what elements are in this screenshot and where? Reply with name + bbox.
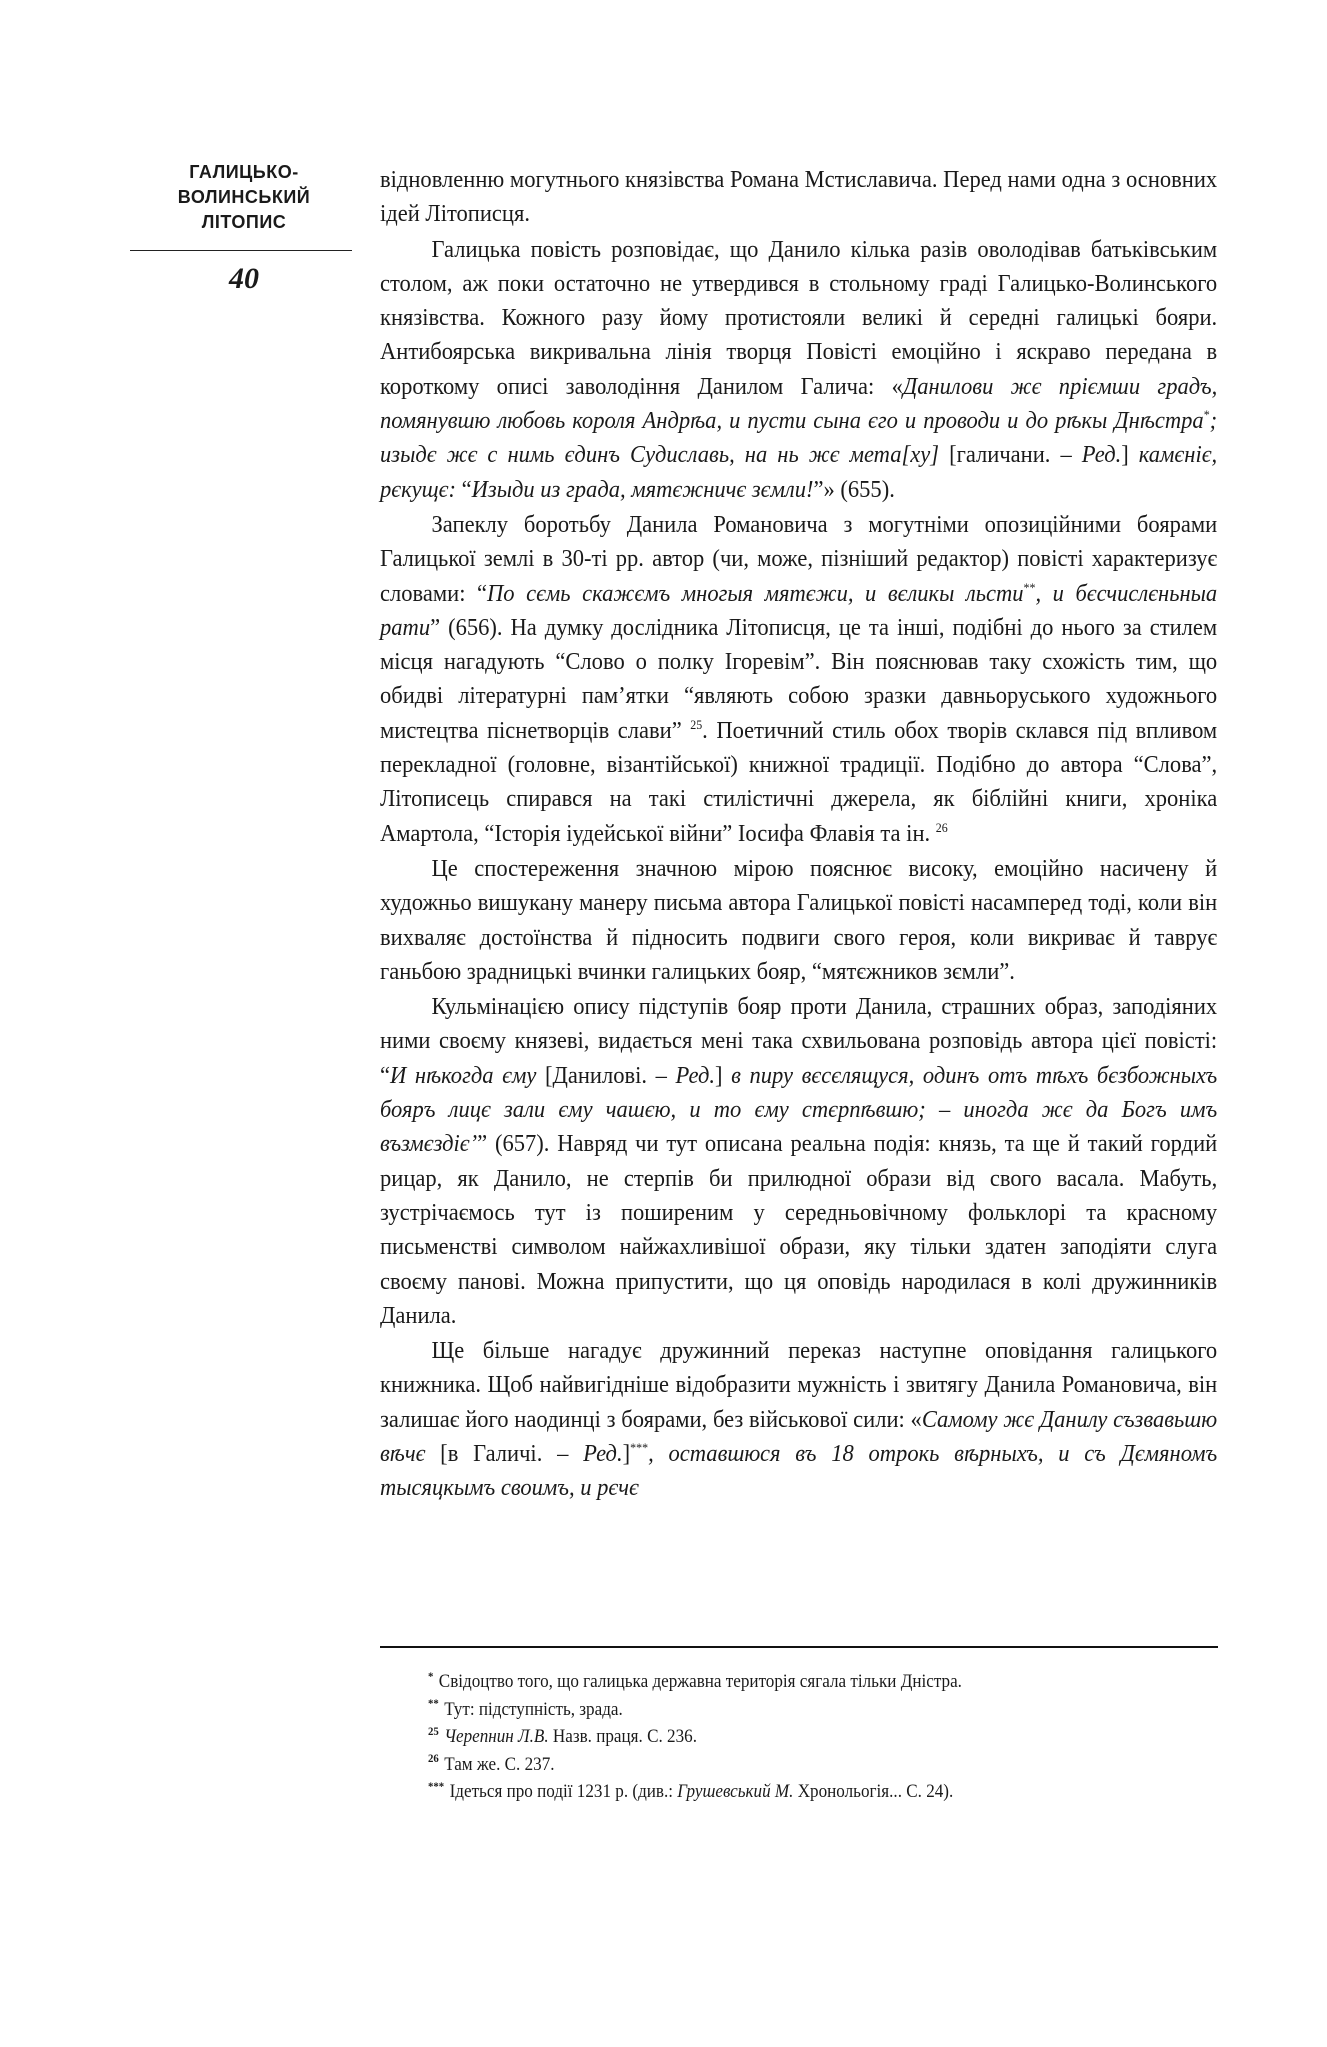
footnote-text: Тут: підступність, зрада. xyxy=(444,1698,623,1720)
paragraph-3 xyxy=(380,508,1217,851)
editor-note: Ред. xyxy=(675,1061,715,1089)
paragraph-6 xyxy=(380,1334,1217,1505)
footnote-ref[interactable]: 25 xyxy=(690,716,703,732)
text: ] xyxy=(714,1061,732,1089)
chronicle-quote: Самому жє Данилу съзвавьшю вѣчє xyxy=(380,1405,1218,1467)
footnote-author: Черепнин Л.В. xyxy=(444,1726,549,1747)
text: Галицька повість розповідає, що Данило кілька разів оволодівав батьківським столом, аж поки остаточно не утвердився в стольному граді Галицько-Волинського князівства. Кожного разу йому протистояли великі й середні галицькі бояри. Антибоярська викривальна лінія творця Повісті емоційно і яскраво передана в короткому описі заволодіння Данилом Галича: « xyxy=(380,235,1218,400)
text: . Поетичний стиль обох творів склався під впливом перекладної (головне, візантійської) книжної традиції. Подібно до автора “Слова”, Літописець спирався на такі стилістичні джерела, як біблійні книги, хроніка Амартола, “Історія іудейської війни” Іосифа Флавія та ін. xyxy=(380,716,1218,847)
chronicle-quote: , и бєсчислєньныа рати xyxy=(380,579,1218,641)
page-number: 40 xyxy=(229,262,259,295)
text: [в Галичі. – xyxy=(425,1439,584,1467)
text: Ще більше нагадує дружинний переказ наступне оповідання галицького книжника. Щоб найвигідніше відобразити мужність і звитягу Данила Романовича, він залишає його наодинці з боярами, без військової сили: « xyxy=(380,1337,1218,1433)
running-head-line-1: ГАЛИЦЬКО- xyxy=(189,162,299,182)
chronicle-quote: По сємь скажємъ многыя мятєжи, и вєликы льсти xyxy=(487,579,1024,607)
footnote-text: Хронольогія... С. 24). xyxy=(793,1781,954,1802)
text: ] xyxy=(622,1439,631,1467)
footnote-text: Там же. С. 237. xyxy=(444,1753,555,1775)
chronicle-quote: в пиру вєсєлящуся, одинъ отъ тѣхъ бєзбожныхъ бояръ лицє зали єму чашєю, и то єму стєрпѣвшю; – иногда жє да Богъ имъ възмєздієʼ xyxy=(380,1061,1218,1158)
chronicle-quote: Данилови жє пріємши градъ, помянувшю любовь короля Андрѣа, и пусти сына єго и проводи и до рѣкы Днѣстра xyxy=(380,372,1218,435)
footnote-item xyxy=(428,1668,1238,1696)
main-text xyxy=(380,163,1217,1506)
text: Кульмінацією опису підступів бояр проти Данила, страшних образ, заподіяних ними своєму князеві, видається мені така схвильована розповідь автора цієї повісті: “ xyxy=(380,993,1218,1089)
footnote-mark: ** xyxy=(428,1696,439,1711)
footnotes xyxy=(428,1668,1238,1806)
footnote-ref[interactable]: * xyxy=(1203,406,1210,422)
chronicle-quote: камєніє, рєкущє: xyxy=(380,441,1218,503)
footnote-mark: 26 xyxy=(428,1751,439,1766)
footnote-text: Свідоцтво того, що галицька державна територія сягала тільки Дністра. xyxy=(438,1671,962,1692)
editor-note: Ред. xyxy=(1081,441,1122,469)
paragraph-2 xyxy=(380,233,1217,507)
text: ” (656). На думку дослідника Літописця, це та інші, подібні до нього за стилем місця нагадують “Слово о полку Ігоревім”. Він пояснював таку схожість тим, що обидві літературні пам’ятки “являють собою зразки давньоруського художнього мистецтва піснетворців слави” xyxy=(380,613,1218,744)
footnote-author: Грушевський М. xyxy=(677,1781,794,1802)
chronicle-quote: , оставшюся въ 18 отрокь вѣрныхъ, и съ Дємяномъ тысяцкымъ своимъ, и рєчє xyxy=(380,1439,1218,1502)
footnote-item xyxy=(428,1751,1238,1779)
footnote-divider xyxy=(380,1646,1218,1648)
footnote-mark: *** xyxy=(428,1778,445,1793)
footnote-item xyxy=(428,1778,1238,1806)
footnote-ref[interactable]: ** xyxy=(1023,579,1036,595)
footnote-text: Ідеться про події 1231 р. (див.: xyxy=(449,1781,678,1802)
chronicle-quote: ; изыдє жє с нимь єдинъ Судиславь, на нь жє мета[ху] xyxy=(380,407,1218,469)
footnote-item xyxy=(428,1723,1238,1751)
text: ” (657). Навряд чи тут описана реальна подія: князь, та ще й такий гордий рицар, як Данило, не стерпів би прилюдної образи від свого васала. Мабуть, зустрічаємось тут із поширеним у середньовічному фольклорі та красному письменстві символом найжахливішої образи, яку тільки здатен заподіяти слуга своєму панові. Можна припустити, що ця оповідь народилася в колі дружинників Данила. xyxy=(380,1130,1218,1329)
chronicle-quote: И нѣкогда єму xyxy=(390,1061,537,1089)
text: Запеклу боротьбу Данила Романовича з могутніми опозиційними боярами Галицької землі в 30-ті рр. автор (чи, може, пізніший редактор) повісті характеризує словами: “ xyxy=(380,510,1218,607)
paragraph-4: Це спостереження значною мірою пояснює високу, емоційно насичену й художньо вишукану манеру письма автора Галицької повісті насамперед тоді, коли він вихваляє достоїнства й підносить подвиги свого героя, коли викриває й таврує ганьбою зрадницькі вчинки галицьких бояр, “мятєжников зємли”. xyxy=(380,854,1218,985)
footnote-ref[interactable]: 26 xyxy=(935,819,948,835)
footnote-mark: * xyxy=(428,1668,434,1683)
text: [галичани. – xyxy=(939,441,1082,469)
running-head-line-2: ВОЛИНСЬКИЙ xyxy=(177,187,311,207)
editor-note: Ред. xyxy=(583,1439,623,1467)
footnote-text: Назв. праця. С. 236. xyxy=(548,1726,697,1747)
footnote-item xyxy=(428,1696,1238,1724)
running-head xyxy=(135,160,353,235)
text: “ xyxy=(461,475,472,503)
footnote-mark: 25 xyxy=(428,1723,439,1738)
chronicle-quote: Изыди из града, мятєжничє зємли! xyxy=(471,475,814,503)
text: ] xyxy=(1121,441,1139,469)
footnote-ref[interactable]: *** xyxy=(630,1439,649,1455)
paragraph-5 xyxy=(380,990,1217,1333)
text: ”» (655). xyxy=(813,475,895,503)
margin-divider xyxy=(130,250,352,251)
running-head-line-3: ЛІТОПИС xyxy=(201,212,287,232)
text: [Данилові. – xyxy=(536,1061,676,1089)
paragraph-1: відновленню могутнього князівства Романа Мстиславича. Перед нами одна з основних ідей Літописця. xyxy=(380,166,1218,228)
